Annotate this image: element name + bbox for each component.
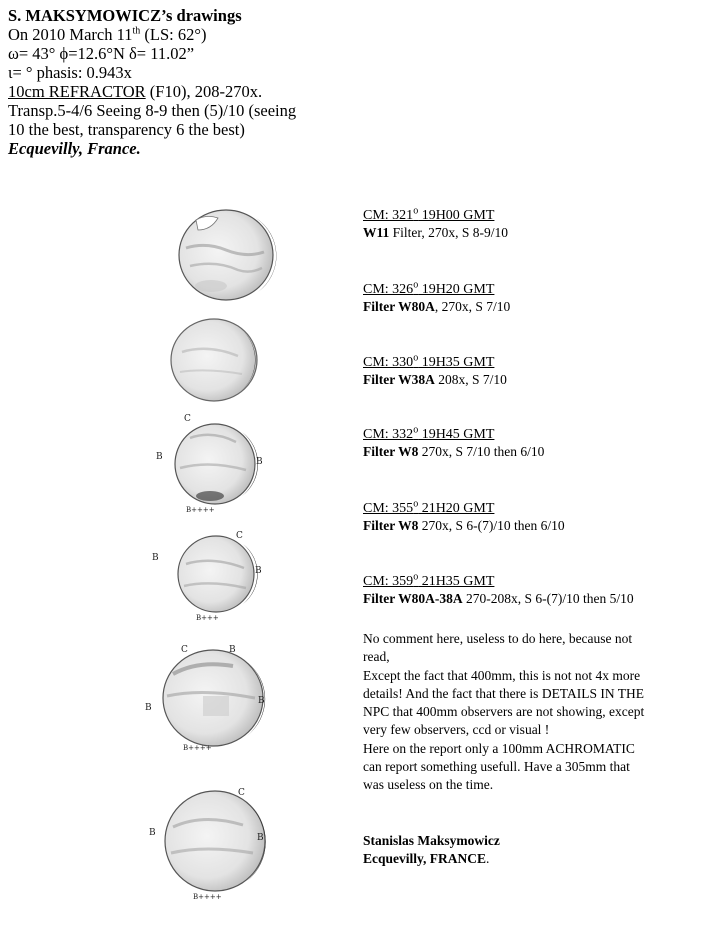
mars-drawing-4 — [148, 528, 278, 624]
observation-date: On 2010 March 11th (LS: 62°) — [8, 25, 207, 44]
observation-5: CM: 355$^o$ 21H20 GMT Filter W8 270x, S 6-(7)/10 then 6/10 — [363, 498, 565, 533]
label-b-right: B — [255, 566, 262, 576]
label-c: C — [238, 788, 245, 798]
label-b-bottom: B+++ — [196, 614, 219, 622]
instrument-line: 10cm REFRACTOR (F10), 208-270x. — [8, 82, 263, 101]
label-b-left: B — [152, 553, 159, 563]
label-c: C — [184, 414, 191, 424]
observation-2: CM: 326$^o$ 19H20 GMT Filter W80A, 270x, S 7/10 — [363, 279, 511, 314]
phase-line: ι= ° phasis: 0.943x — [8, 63, 132, 82]
signature-name: Stanislas Maksymowicz — [363, 833, 500, 848]
signature — [363, 832, 500, 869]
observation-4: CM: 332$^o$ 19H45 GMT Filter W8 270x, S 7/10 then 6/10 — [363, 424, 545, 459]
mars-drawing-5 — [143, 640, 273, 752]
report-title: S. MAKSYMOWICZ’s drawings — [8, 6, 242, 25]
label-b-bottom: B++++ — [193, 893, 222, 901]
label-b-left: B — [156, 452, 163, 462]
observer-comment: No comment here, useless to do here, because not read, Except the fact that 400mm, this is not not 4x more details! And the fact that there is DETAILS IN THE NPC that 400mm observers are not showing, except very few observers, ccd or visual ! Here on the report only a 100mm ACHROMATIC can report something usefull. Have a 305mm that was useless on the time. — [363, 631, 645, 793]
label-c: C — [236, 531, 243, 541]
label-b-top: B — [229, 645, 236, 655]
label-b-left: B — [145, 703, 152, 713]
seeing-line: Transp.5-4/6 Seeing 8-9 then (5)/10 (seeing 10 the best, transparency 6 the best) — [8, 101, 297, 139]
label-b-right: B — [256, 457, 263, 467]
label-b-right: B — [257, 833, 264, 843]
observer-location: Ecquevilly, France. — [8, 139, 141, 158]
label-b-left: B — [149, 828, 156, 838]
label-c: C — [181, 645, 188, 655]
label-b-bottom: B++++ — [183, 744, 212, 752]
observation-3: CM: 330$^o$ 19H35 GMT Filter W38A 208x, S 7/10 — [363, 352, 507, 387]
mars-drawing-2 — [168, 316, 260, 404]
mars-drawing-3 — [150, 408, 280, 518]
mars-drawing-6 — [143, 783, 273, 901]
observation-1: CM: 321$^o$ 19H00 GMT W11 Filter, 270x, S 8-9/10 — [363, 205, 508, 240]
ephemeris-line: ω= 43° ϕ=12.6°N δ= 11.02” — [8, 44, 195, 63]
label-b-bottom: B++++ — [186, 506, 215, 514]
mars-drawing-1 — [176, 208, 276, 302]
label-b-right: B — [258, 696, 265, 706]
signature-place: Ecquevilly, FRANCE. — [363, 851, 490, 867]
observation-6: CM: 359$^o$ 21H35 GMT Filter W80A-38A 270-208x, S 6-(7)/10 then 5/10 — [363, 571, 634, 606]
report-header — [8, 6, 308, 158]
